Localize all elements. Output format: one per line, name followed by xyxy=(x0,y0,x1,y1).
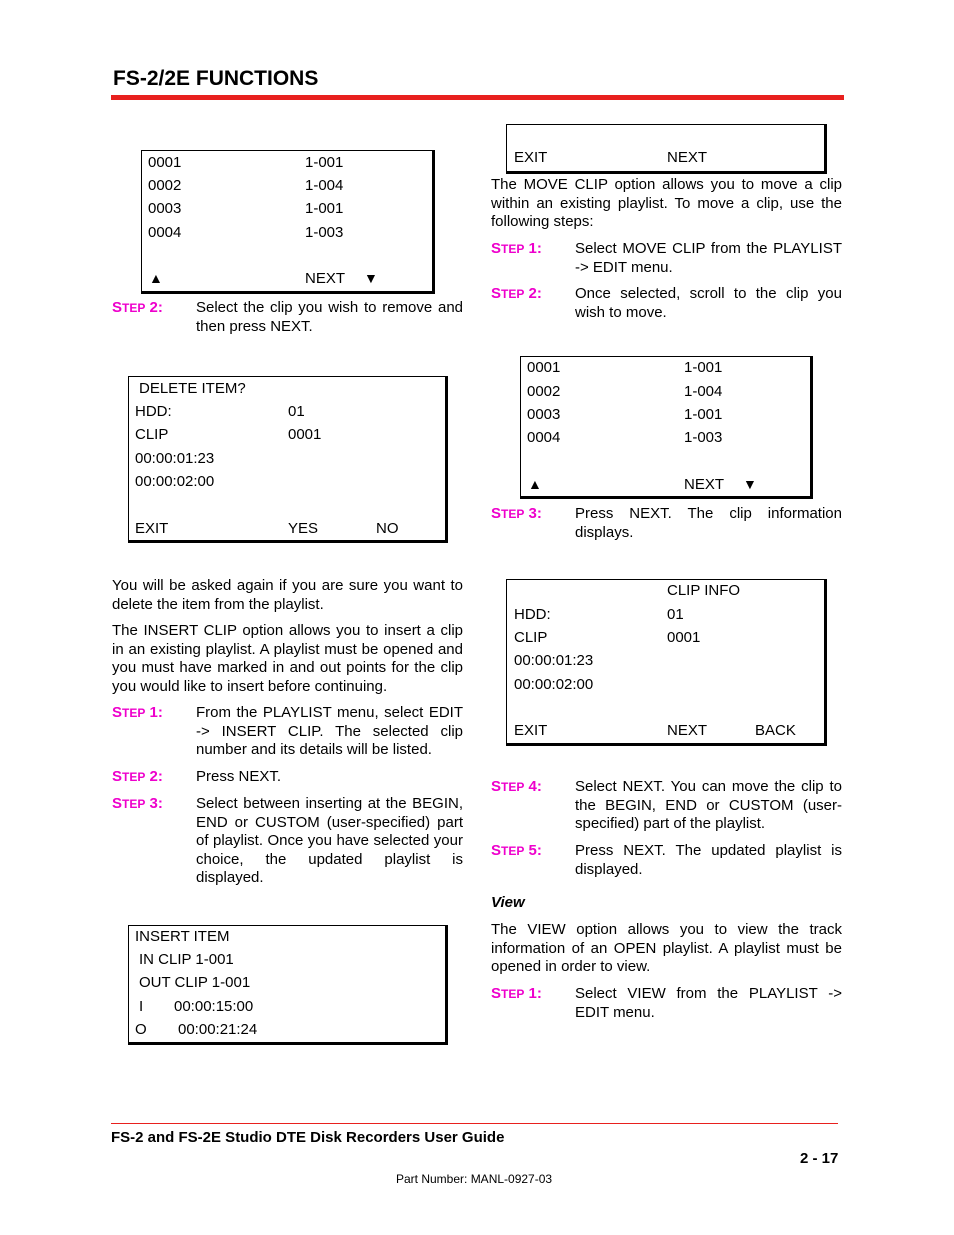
lcd-cell: O xyxy=(135,1021,147,1038)
page-title: FS-2/2E FUNCTIONS xyxy=(113,67,319,90)
lcd-cell: HDD: xyxy=(514,606,551,623)
step-label: STEP 3: xyxy=(112,795,163,812)
lcd-cell: CLIP xyxy=(135,426,169,443)
up-arrow-icon: ▲ xyxy=(149,270,163,286)
page-number: 2 - 17 xyxy=(800,1150,839,1167)
lcd-cell: 00:00:02:00 xyxy=(135,473,215,490)
lcd-cell: 01 xyxy=(288,403,305,420)
lcd-cell: 1-001 xyxy=(684,359,723,376)
lcd-next-label: NEXT xyxy=(684,476,725,493)
lcd-title: DELETE ITEM? xyxy=(139,380,246,397)
step-text: Press NEXT. The clip information displays. xyxy=(575,505,842,541)
lcd-next-label: NEXT xyxy=(667,722,708,739)
down-arrow-icon: ▼ xyxy=(364,270,378,286)
step-text: Select NEXT. You can move the clip to the BEGIN, END or CUSTOM (user-specified) part of the playlist. xyxy=(575,778,842,832)
lcd-cell: 1-001 xyxy=(305,154,344,171)
lcd-exit-label: EXIT xyxy=(514,722,548,739)
step-label: STEP 3: xyxy=(491,505,542,522)
lcd-cell: 1-004 xyxy=(305,177,344,194)
lcd-next-label: NEXT xyxy=(667,149,708,166)
lcd-exit-label: EXIT xyxy=(514,149,548,166)
lcd-cell: 1-001 xyxy=(305,200,344,217)
step-text: Select VIEW from the PLAYLIST -> EDIT menu. xyxy=(575,985,842,1021)
lcd-cell: 0004 xyxy=(148,224,182,241)
lcd-cell: 0003 xyxy=(527,406,561,423)
step-label: STEP 2: xyxy=(112,768,163,785)
lcd-clip-list-1 xyxy=(141,150,435,294)
step-text: Press NEXT. xyxy=(196,768,282,785)
footer-rule xyxy=(111,1123,838,1124)
lcd-cell: 1-004 xyxy=(684,383,723,400)
step-label: STEP 2: xyxy=(112,299,163,316)
step-label: STEP 5: xyxy=(491,842,542,859)
lcd-cell: 0002 xyxy=(527,383,561,400)
step-text: Press NEXT. The updated playlist is displayed. xyxy=(575,842,842,878)
lcd-next-label: NEXT xyxy=(305,270,346,287)
step-label: STEP 2: xyxy=(491,285,542,302)
step-text: Select MOVE CLIP from the PLAYLIST -> EDIT menu. xyxy=(575,240,842,276)
step-label: STEP 1: xyxy=(491,240,542,257)
lcd-cell: OUT CLIP 1-001 xyxy=(139,974,251,991)
lcd-cell: I xyxy=(139,998,144,1015)
lcd-cell: CLIP xyxy=(514,629,548,646)
step-text: Select between inserting at the BEGIN, END or CUSTOM (user-specified) part of playlist. Once you have selected your choice, the updated playlist is displayed. xyxy=(196,795,463,886)
header-rule xyxy=(111,95,844,100)
lcd-cell: 00:00:15:00 xyxy=(174,998,254,1015)
lcd-cell: 1-003 xyxy=(684,429,723,446)
lcd-cell: 0001 xyxy=(667,629,701,646)
lcd-cell: 0002 xyxy=(148,177,182,194)
lcd-title: CLIP INFO xyxy=(667,582,741,599)
lcd-title: INSERT ITEM xyxy=(135,928,230,945)
footer-title: FS-2 and FS-2E Studio DTE Disk Recorders User Guide xyxy=(111,1129,505,1146)
lcd-cell: 0001 xyxy=(527,359,561,376)
up-arrow-icon: ▲ xyxy=(528,476,542,492)
lcd-cell: 00:00:02:00 xyxy=(514,676,594,693)
paragraph-confirm: You will be asked again if you are sure you want to delete the item from the playlist. xyxy=(112,577,463,613)
lcd-cell: 1-003 xyxy=(305,224,344,241)
paragraph-insert-clip: The INSERT CLIP option allows you to insert a clip in an existing playlist. A playlist must be opened and you must have marked in and out points for the clip you would like to insert before continuing. xyxy=(112,622,463,695)
step-label: STEP 1: xyxy=(112,704,163,721)
lcd-clip-info xyxy=(506,579,827,746)
step-label: STEP 1: xyxy=(491,985,542,1002)
lcd-clip-list-2 xyxy=(520,356,813,499)
lcd-back-label: BACK xyxy=(755,722,796,739)
lcd-exit-next xyxy=(506,124,827,174)
paragraph-move-clip: The MOVE CLIP option allows you to move a clip within an existing playlist. To move a clip, use the following steps: xyxy=(491,176,842,230)
lcd-cell: 0003 xyxy=(148,200,182,217)
lcd-insert-item xyxy=(128,925,448,1045)
lcd-cell: HDD: xyxy=(135,403,172,420)
lcd-delete-item xyxy=(128,376,448,543)
lcd-cell: 0001 xyxy=(148,154,182,171)
lcd-no-label: NO xyxy=(376,520,399,537)
lcd-exit-label: EXIT xyxy=(135,520,169,537)
section-heading-view: View xyxy=(491,894,525,911)
lcd-cell: IN CLIP 1-001 xyxy=(139,951,234,968)
step-text: Once selected, scroll to the clip you wish to move. xyxy=(575,285,842,321)
down-arrow-icon: ▼ xyxy=(743,476,757,492)
lcd-cell: 0001 xyxy=(288,426,322,443)
part-number: Part Number: MANL-0927-03 xyxy=(396,1172,553,1186)
lcd-cell: 01 xyxy=(667,606,684,623)
lcd-cell: 00:00:21:24 xyxy=(178,1021,258,1038)
lcd-cell: 1-001 xyxy=(684,406,723,423)
step-label: STEP 4: xyxy=(491,778,542,795)
step-text: From the PLAYLIST menu, select EDIT -> INSERT CLIP. The selected clip number and its details will be listed. xyxy=(196,704,463,758)
paragraph-view: The VIEW option allows you to view the track information of an OPEN playlist. A playlist must be opened in order to view. xyxy=(491,921,842,975)
lcd-cell: 00:00:01:23 xyxy=(514,652,594,669)
lcd-yes-label: YES xyxy=(288,520,319,537)
lcd-cell: 0004 xyxy=(527,429,561,446)
step-text: Select the clip you wish to remove and then press NEXT. xyxy=(196,299,463,335)
lcd-cell: 00:00:01:23 xyxy=(135,450,215,467)
